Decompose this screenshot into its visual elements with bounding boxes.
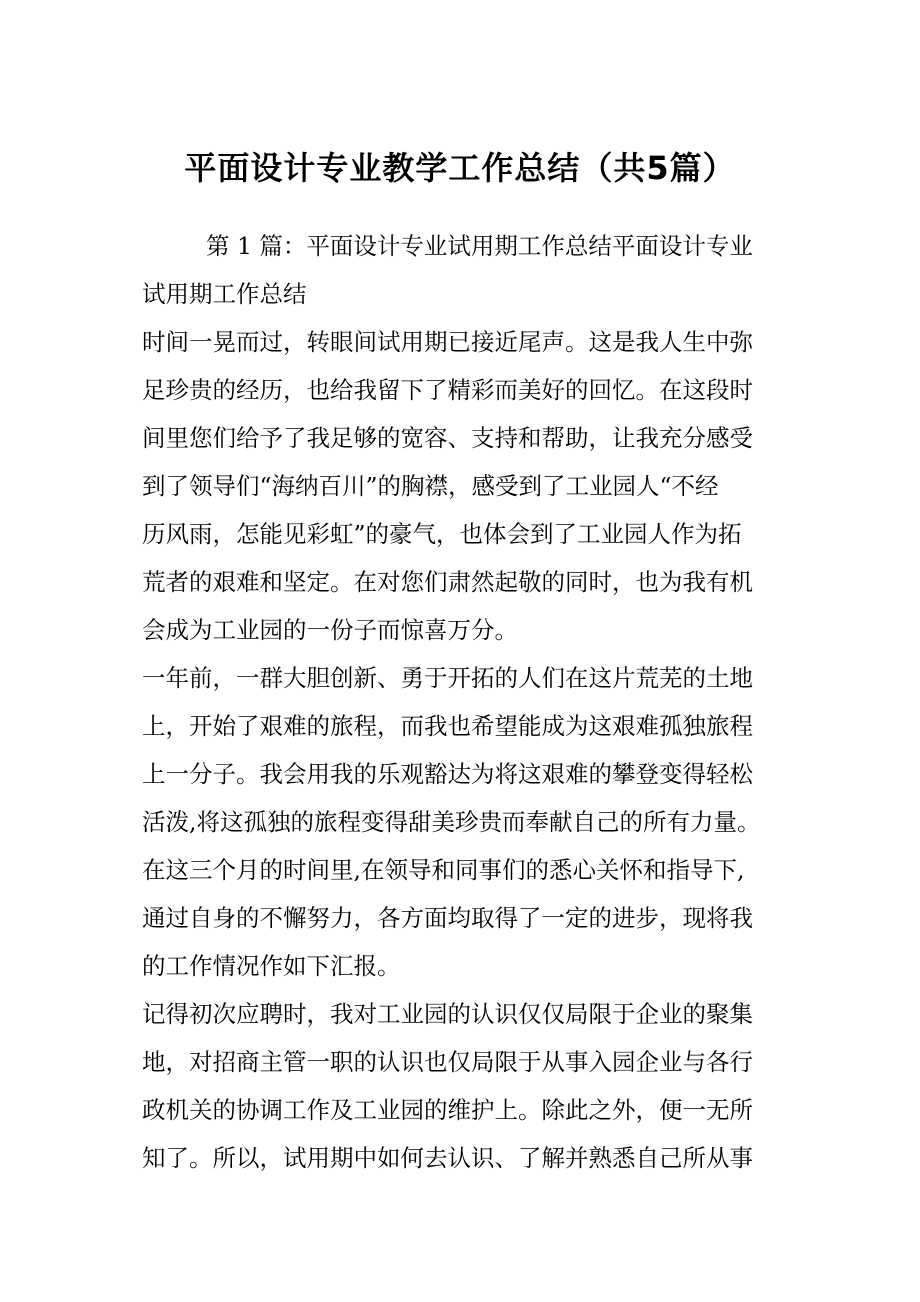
body-line: 记得初次应聘时，我对工业园的认识仅仅局限于企业的聚集 [142, 1000, 753, 1028]
document-title: 平面设计专业教学工作总结（共5篇） [184, 149, 736, 187]
body-line: 历风雨，怎能见彩虹”的豪气，也体会到了工业园人作为拓 [142, 520, 742, 548]
body-line: 在这三个月的时间里,在领导和同事们的悉心关怀和指导下, [142, 856, 745, 884]
body-line: 通过自身的不懈努力，各方面均取得了一定的进步，现将我 [142, 904, 753, 932]
body-line: 到了领导们“海纳百川”的胸襟，感受到了工业园人“不经 [142, 472, 719, 500]
body-line: 足珍贵的经历，也给我留下了精彩而美好的回忆。在这段时 [142, 376, 753, 404]
body-line: 上一分子。我会用我的乐观豁达为将这艰难的攀登变得轻松 [142, 760, 753, 788]
body-line: 活泼,将这孤独的旅程变得甜美珍贵而奉献自己的所有力量。 [142, 808, 761, 836]
body-line: 上，开始了艰难的旅程，而我也希望能成为这艰难孤独旅程 [142, 712, 753, 740]
body-line: 间里您们给予了我足够的宽容、支持和帮助，让我充分感受 [142, 424, 753, 452]
body-line: 的工作情况作如下汇报。 [142, 952, 401, 980]
document-body [142, 222, 782, 1182]
body-line: 试用期工作总结 [142, 280, 307, 308]
body-line: 地，对招商主管一职的认识也仅局限于从事入园企业与各行 [142, 1048, 753, 1076]
body-line: 一年前，一群大胆创新、勇于开拓的人们在这片荒芜的土地 [142, 664, 753, 692]
body-line: 政机关的协调工作及工业园的维护上。除此之外，便一无所 [142, 1096, 753, 1124]
body-line: 时间一晃而过，转眼间试用期已接近尾声。这是我人生中弥 [142, 328, 753, 356]
body-line: 知了。所以，试用期中如何去认识、了解并熟悉自己所从事 [142, 1144, 753, 1172]
body-line: 第 1 篇：平面设计专业试用期工作总结平面设计专业 [206, 232, 753, 260]
body-line: 会成为工业园的一份子而惊喜万分。 [142, 616, 518, 644]
body-line: 荒者的艰难和坚定。在对您们肃然起敬的同时，也为我有机 [142, 568, 753, 596]
